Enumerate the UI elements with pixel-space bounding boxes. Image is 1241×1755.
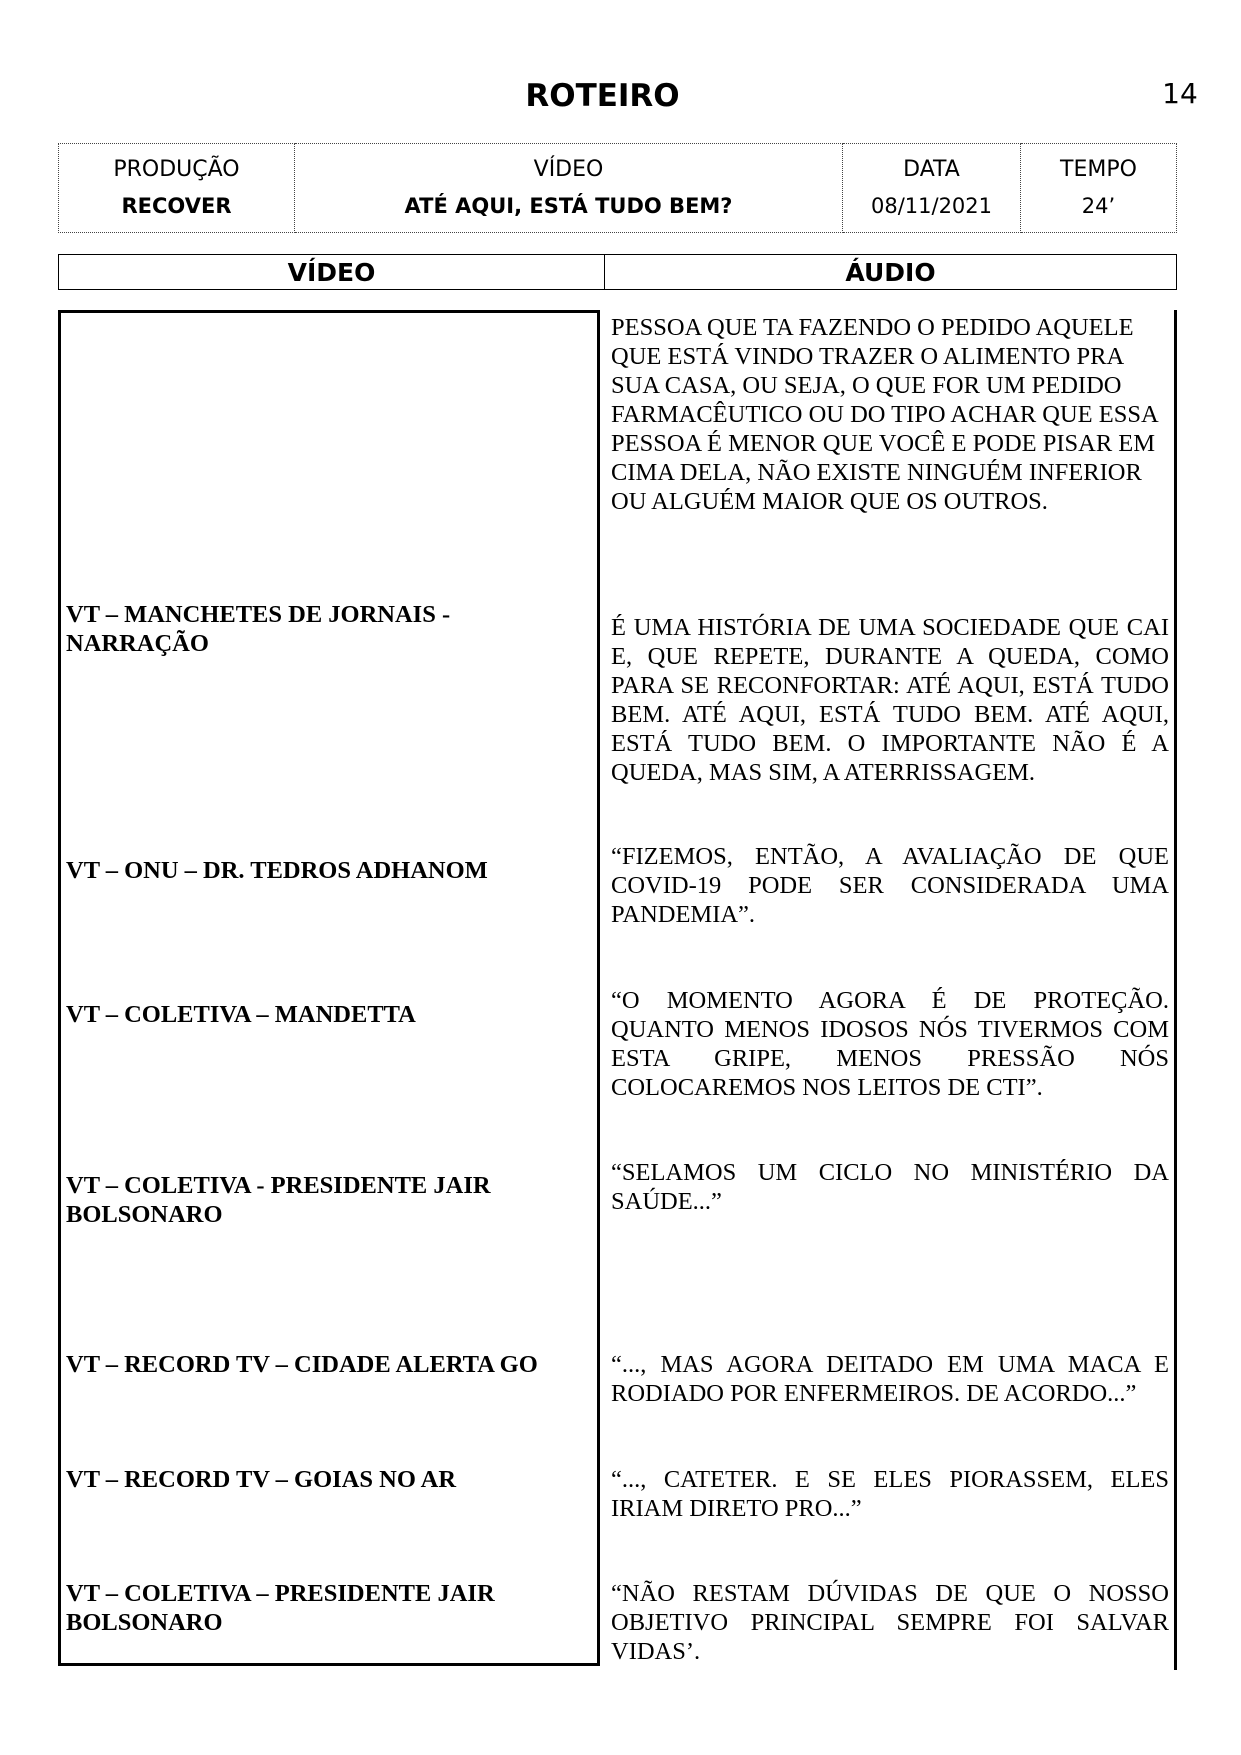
audio-cell-5: “SELAMOS UM CICLO NO MINISTÉRIO DA SAÚDE...” [611,1159,1169,1215]
video-column-frame [58,310,600,1666]
tempo-value: 24’ [1081,194,1116,218]
document-title: ROTEIRO [525,78,680,114]
audio-cell-7: “..., CATETER. E SE ELES PIORASSEM, ELES IRIAM DIRETO PRO...” [611,1466,1169,1522]
video-label: VÍDEO [533,157,604,182]
video-cell-3: VT – ONU – DR. TEDROS ADHANOM [66,857,488,884]
video-cell-6: VT – RECORD TV – CIDADE ALERTA GO [66,1351,538,1378]
video-column-header: VÍDEO [59,255,605,290]
audio-cell-3: “FIZEMOS, ENTÃO, A AVALIAÇÃO DE QUE COVID-19 PODE SER CONSIDERADA UMA PANDEMIA”. [611,843,1169,928]
audio-cell-2: É UMA HISTÓRIA DE UMA SOCIEDADE QUE CAI E, QUE REPETE, DURANTE A QUEDA, COMO PARA SE RECONFORTAR: ATÉ AQUI, ESTÁ TUDO BEM. ATÉ AQUI, ESTÁ TUDO BEM. ATÉ AQUI, ESTÁ TUDO BEM. O IMPORTANTE NÃO É A QUEDA, MAS SIM, A ATERRISSAGEM. [611,614,1169,786]
video-cell-8: VT – COLETIVA – PRESIDENTE JAIR BOLSONARO [66,1580,495,1636]
video-cell-4: VT – COLETIVA – MANDETTA [66,1001,416,1028]
producao-label: PRODUÇÃO [113,157,240,182]
page-number: 14 [1162,77,1198,110]
audio-column-header: ÁUDIO [605,255,1177,290]
audio-cell-6: “..., MAS AGORA DEITADO EM UMA MACA E RODIADO POR ENFERMEIROS. DE ACORDO...” [611,1351,1169,1407]
column-header-table [58,254,1177,290]
audio-cell-1: PESSOA QUE TA FAZENDO O PEDIDO AQUELE QUE ESTÁ VINDO TRAZER O ALIMENTO PRA SUA CASA, OU SEJA, O QUE FOR UM PEDIDO FARMACÊUTICO OU DO TIPO ACHAR QUE ESSA PESSOA É MENOR QUE VOCÊ E PODE PISAR EM CIMA DELA, NÃO EXISTE NINGUÉM INFERIOR OU ALGUÉM MAIOR QUE OS OUTROS. [611,314,1158,515]
producao-cell [59,144,295,233]
video-cell-7: VT – RECORD TV – GOIAS NO AR [66,1466,457,1493]
data-label: DATA [903,157,960,182]
audio-cell-8: “NÃO RESTAM DÚVIDAS DE QUE O NOSSO OBJETIVO PRINCIPAL SEMPRE FOI SALVAR VIDAS’. [611,1580,1169,1665]
video-cell-2: VT – MANCHETES DE JORNAIS - NARRAÇÃO [66,601,451,657]
video-cell-5: VT – COLETIVA - PRESIDENTE JAIR BOLSONARO [66,1172,491,1228]
audio-column-rule [1174,310,1177,1670]
tempo-label: TEMPO [1060,157,1137,182]
video-value: ATÉ AQUI, ESTÁ TUDO BEM? [404,194,733,218]
data-cell [843,144,1021,233]
audio-cell-4: “O MOMENTO AGORA É DE PROTEÇÃO. QUANTO MENOS IDOSOS NÓS TIVERMOS COM ESTA GRIPE, MENOS PRESSÃO NÓS COLOCAREMOS NOS LEITOS DE CTI”. [611,987,1169,1101]
video-title-cell [295,144,843,233]
producao-value: RECOVER [121,194,232,218]
tempo-cell [1021,144,1177,233]
production-header-table [58,143,1177,233]
data-value: 08/11/2021 [870,194,993,218]
